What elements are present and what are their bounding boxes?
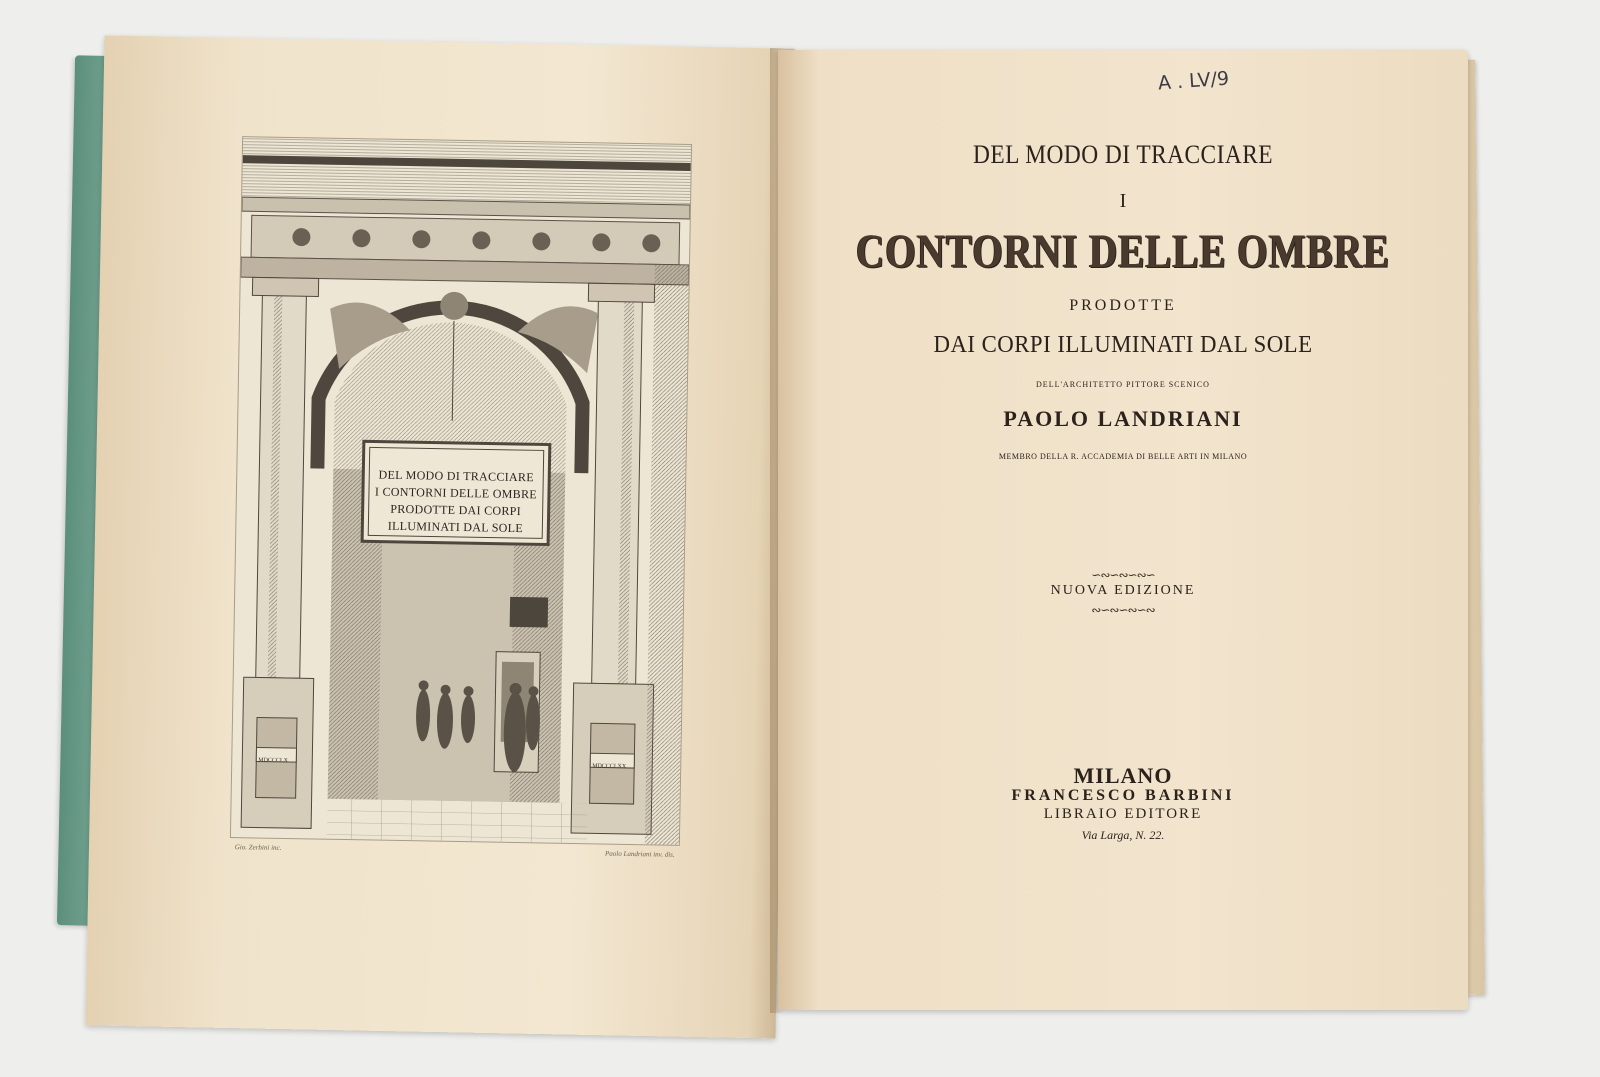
engraving-sign: [366, 454, 546, 549]
ornament-top: ∽∾∽∾∽∾∽: [1091, 568, 1155, 582]
author-affiliation: MEMBRO DELLA R. ACCADEMIA DI BELLE ARTI IN MILANO: [998, 452, 1248, 461]
plinth-left-text: MDCCCLX: [258, 757, 288, 765]
sign-line: I CONTORNI DELLE OMBRE: [374, 484, 538, 502]
subtitle: DAI CORPI ILLUMINATI DAL SOLE: [933, 332, 1313, 358]
title-line-2: I: [1119, 190, 1127, 212]
author-name: PAOLO LANDRIANI: [1003, 406, 1243, 431]
publisher-role: LIBRAIO EDITORE: [1043, 806, 1203, 822]
edition-label: NUOVA EDIZIONE: [1050, 583, 1196, 598]
ornament-bottom: ∾∽∾∽∾∽∾: [1091, 603, 1155, 617]
publisher-name: FRANCESCO BARBINI: [1011, 787, 1235, 804]
frontispiece-engraving: [230, 136, 692, 859]
imprint-city: MILANO: [1073, 763, 1173, 788]
shelfmark-annotation: A . LV/9: [1157, 67, 1230, 95]
engraver-credit: Gio. Zerbini inc.: [234, 843, 282, 852]
designer-credit: Paolo Landriani inv. dis.: [604, 849, 675, 859]
plinth-right-text: MDCCCLXX: [592, 763, 627, 770]
main-title: CONTORNI DELLE OMBRE: [856, 225, 1390, 278]
sign-line: PRODOTTE DAI CORPI: [390, 501, 522, 519]
author-descriptor: DELL'ARCHITETTO PITTORE SCENICO: [1036, 380, 1210, 389]
title-line-4: PRODOTTE: [1069, 297, 1177, 314]
sign-line: ILLUMINATI DAL SOLE: [387, 518, 524, 536]
title-line-1: DEL MODO DI TRACCIARE: [972, 140, 1274, 169]
publisher-address: Via Larga, N. 22.: [1081, 828, 1165, 842]
title-page: [778, 50, 1468, 1010]
sign-line: DEL MODO DI TRACCIARE: [378, 467, 535, 485]
